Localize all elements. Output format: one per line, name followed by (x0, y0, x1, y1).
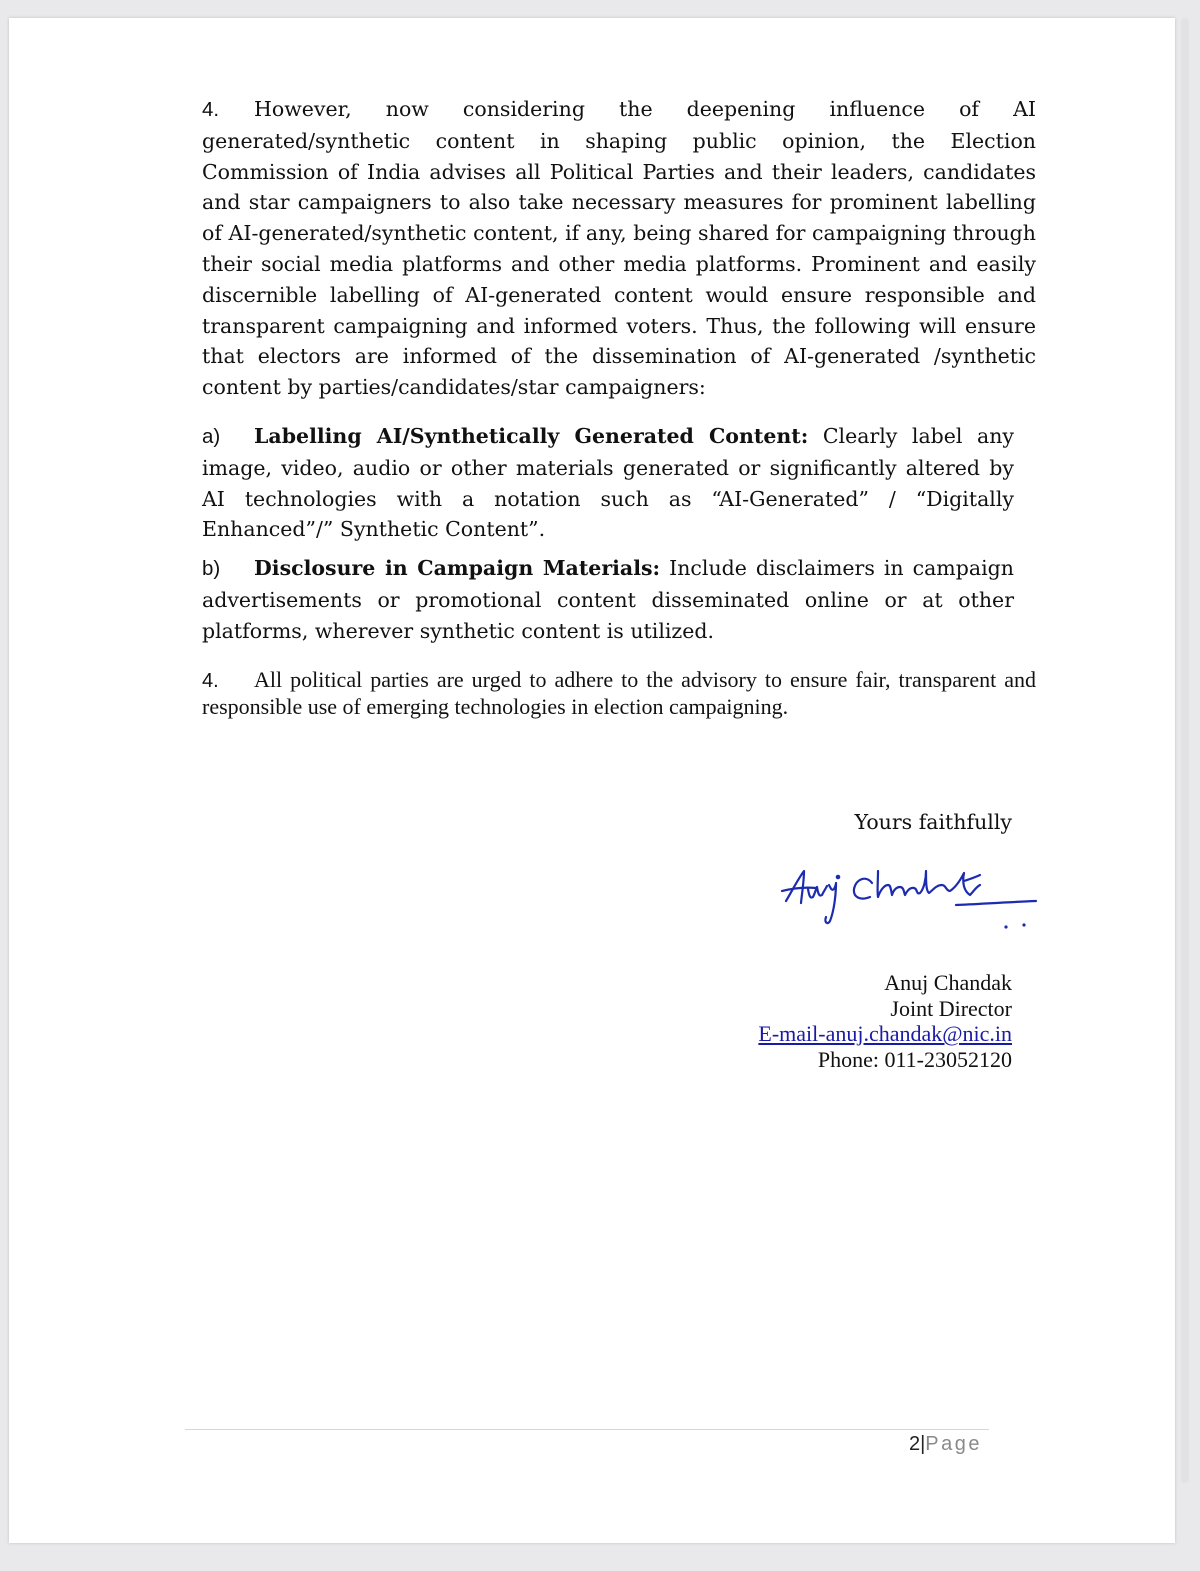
list-item-text: Clearly label any image, video, audio or other materials generated or significantly altered by AI technologies with a notation such as “AI-Generated” / “Digitally Enhanced”/” Synthetic Content”. (202, 423, 1014, 542)
list-item-heading: Disclosure in Campaign Materials: (254, 556, 661, 581)
paragraph-text: However, now considering the deepening influence of AI generated/synthetic content in shaping public opinion, the Election Commission of India advises all Political Parties and their leaders, candidates and star campaigners to also take necessary measures for prominent labelling of AI-generated/synthetic content, if any, being shared for campaigning through their social media platforms and other media platforms. Prominent and easily discernible labelling of AI-generated content would ensure responsible and transparent campaigning and informed voters. Thus, the following will ensure that electors are informed of the dissemination of AI-generated /synthetic content by parties/candidates/star campaigners: (202, 97, 1036, 400)
document-body (202, 94, 1036, 720)
list-marker: a) (202, 424, 221, 448)
handwritten-signature (774, 861, 1044, 946)
signatory-phone: Phone: 011-23052120 (817, 1046, 1012, 1072)
signatory-designation: Joint Director (890, 995, 1012, 1021)
footer-divider (185, 1429, 989, 1430)
document-page (9, 18, 1175, 1543)
paragraph-4 (202, 94, 1036, 403)
signatory-email-link[interactable]: E-mail-anuj.chandak@nic.in (758, 1021, 1012, 1047)
vertical-scrollbar[interactable] (1181, 18, 1189, 1483)
list-item-a (202, 421, 1014, 545)
paragraph-number: 4. (202, 98, 220, 121)
page-number-value: 2 (908, 1433, 921, 1455)
page-number-separator: | (920, 1433, 926, 1455)
paragraph-text: All political parties are urged to adhere to the advisory to ensure fair, transparent and responsible use of emerging technologies in election campaigning. (202, 666, 1036, 720)
list-item-heading: Labelling AI/Synthetically Generated Content: (254, 423, 809, 448)
list-marker: b) (202, 557, 221, 581)
page-number (909, 1433, 982, 1456)
list-item-text: Include disclaimers in campaign advertisements or promotional content disseminated online or at other platforms, wherever synthetic content is utilized. (202, 556, 1014, 643)
signatory-name: Anuj Chandak (884, 970, 1012, 995)
list-item-b (202, 553, 1014, 646)
signatory-block (758, 970, 1012, 1072)
page-label: Page (925, 1433, 982, 1455)
paragraph-number: 4. (202, 669, 219, 692)
closing-salutation: Yours faithfully (854, 810, 1012, 834)
paragraph-final (202, 667, 1036, 720)
